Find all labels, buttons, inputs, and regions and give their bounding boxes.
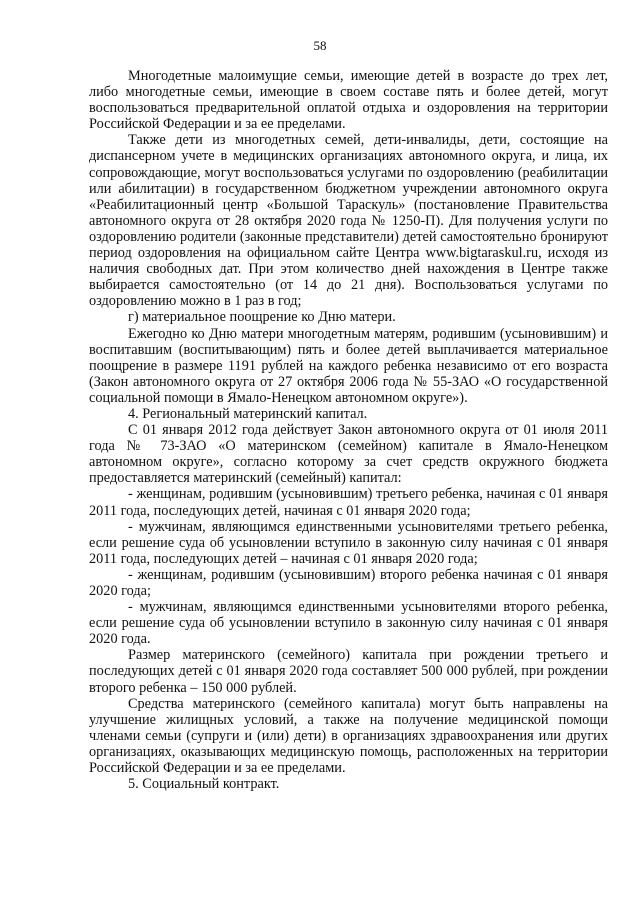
- paragraph-large-families-rest: Многодетные малоимущие семьи, имеющие детей в возрасте до трех лет, либо многодетные семьи, имеющие в своем составе пять и более детей, могут воспользоваться предварительной оплатой отдыха и оздоровления на территории Российской Федерации и за ее пределами.: [89, 68, 608, 133]
- paragraph-capital-amount: Размер материнского (семейного) капитала при рождении третьего и последующих детей с 01 января 2020 года составляет 500 000 рублей, при рождении второго ребенка – 150 000 рублей.: [89, 647, 608, 696]
- page-number: 58: [313, 38, 327, 53]
- list-item-men-third-child: - мужчинам, являющимся единственными усыновителями третьего ребенка, если решение суда об усыновлении вступило в законную силу начиная с 01 января 2011 года, последующих детей – начиная с 01 января 2020 года;: [89, 518, 608, 567]
- list-item-women-third-child: - женщинам, родившим (усыновившим) третьего ребенка, начиная с 01 января 2011 года, последующих детей, начиная с 01 января 2020 года;: [89, 486, 608, 519]
- list-item-women-second-child: - женщинам, родившим (усыновившим) второго ребенка начиная с 01 января 2020 года;: [89, 566, 608, 599]
- section-heading-regional-capital: 4. Региональный материнский капитал.: [128, 405, 368, 422]
- paragraph-rehabilitation-center: Также дети из многодетных семей, дети-инвалиды, дети, состоящие на диспансерном учете в медицинских организациях автономного округа, и лица, их сопровождающие, могут воспользоваться услугами по оздоровлению (реабилитации или абилитации) в государственном бюджетном учреждении автономного округа «Реабилитационный центр «Большой Тараскуль» (постановление Правительства автономного округа от 28 октября 2020 года № 1250-П). Для получения услуги по оздоровлению родители (законные представители) детей самостоятельно бронируют период оздоровления на официальном сайте Центра www.bigtaraskul.ru, исходя из наличия свободных дат. При этом количество дней нахождения в Центре также выбирается самостоятельно (от 14 до 21 дня). Воспользоваться услугами по оздоровлению можно в 1 раз в год;: [89, 132, 608, 310]
- list-item-men-second-child: - мужчинам, являющимся единственными усыновителями второго ребенка, если решение суда об усыновлении вступило в законную силу начиная с 01 января 2020 года.: [89, 599, 608, 648]
- document-body: [89, 68, 608, 792]
- paragraph-capital-law: С 01 января 2012 года действует Закон автономного округа от 01 июля 2011 года № 73-ЗАО «О материнском (семейном) капитале в Ямало-Ненецком автономном округе», согласно которому за счет средств окружного бюджета предоставляется материнский (семейный) капитал:: [89, 422, 608, 487]
- section-heading-social-contract: 5. Социальный контракт.: [128, 776, 280, 793]
- paragraph-capital-usage: Средства материнского (семейного капитала) могут быть направлены на улучшение жилищных условий, а также на получение медицинской помощи членами семьи (супруги и (или) дети) в организациях здравоохранения или других организациях, оказывающих медицинскую помощь, расположенных на территории Российской Федерации и за ее пределами.: [89, 695, 608, 777]
- paragraph-mothers-day-heading: г) материальное поощрение ко Дню матери.: [128, 309, 396, 326]
- paragraph-mothers-day-payment: Ежегодно ко Дню матери многодетным матерям, родившим (усыновившим) и воспитавшим (воспитывающим) пять и более детей выплачивается материальное поощрение в размере 1191 рублей на каждого ребенка независимо от его возраста (Закон автономного округа от 27 октября 2006 года № 55-ЗАО «О государственной социальной помощи в Ямало-Ненецком автономном округе»).: [89, 325, 608, 406]
